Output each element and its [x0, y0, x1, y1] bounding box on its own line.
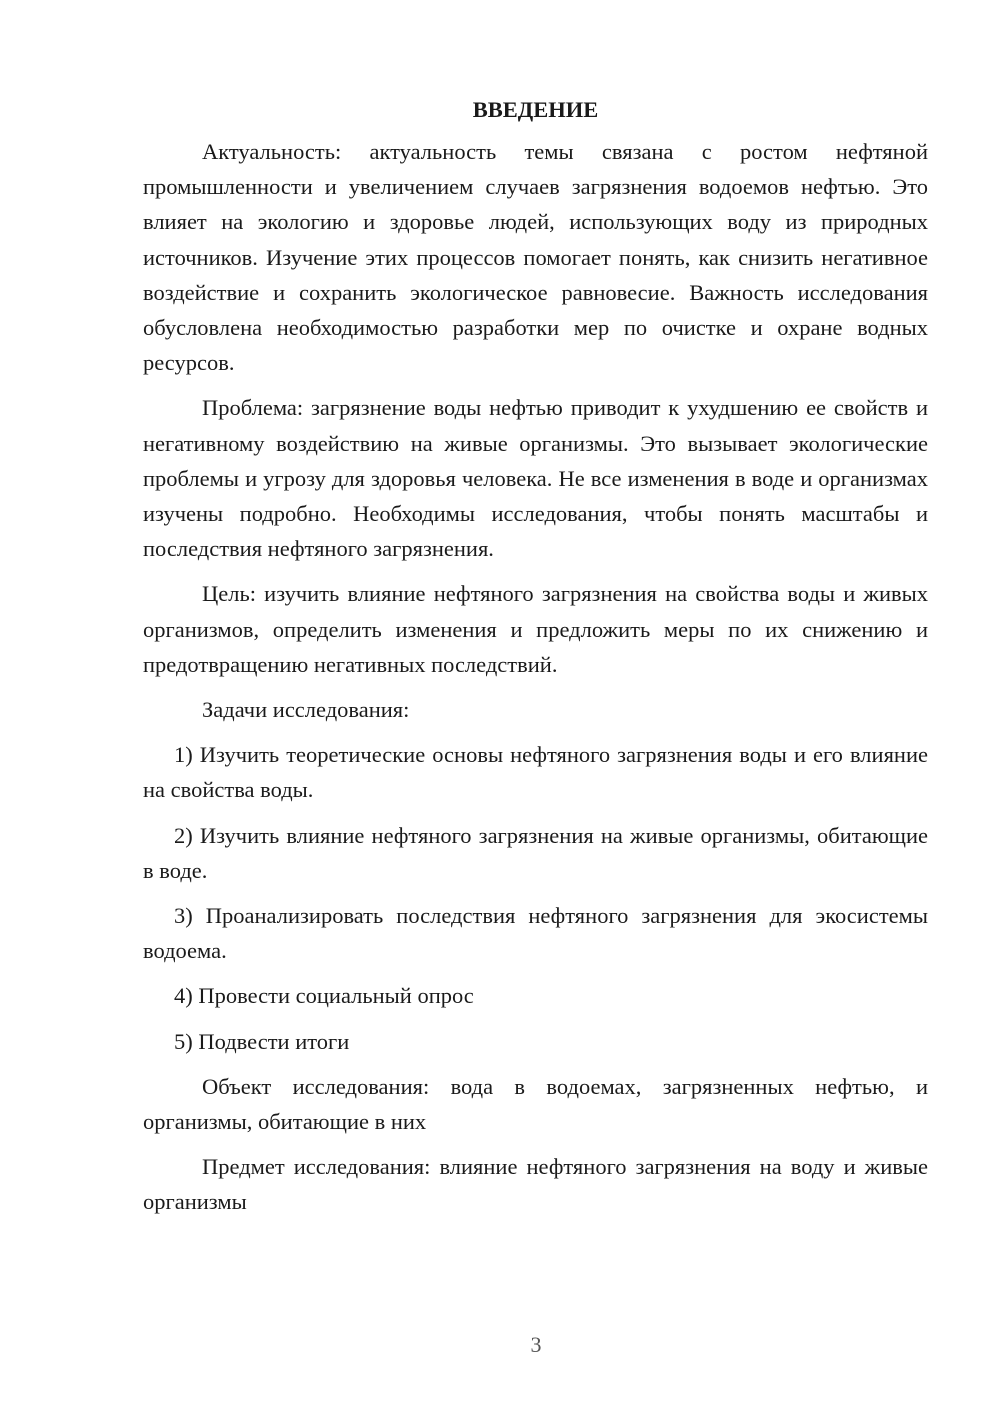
document-title: ВВЕДЕНИЕ: [472, 97, 599, 122]
task-item-5: 5) Подвести итоги: [174, 1028, 350, 1054]
paragraph-subject: Предмет исследования: влияние нефтяного загрязнения на воду и живые организмы: [143, 1154, 928, 1215]
paragraph-problem: Проблема: загрязнение воды нефтью приводит к ухудшению ее свойств и негативному воздействию на живые организмы. Это вызывает экологические проблемы и угрозу для здоровья человека. Не все изменения в воде и организмах изучены подробно. Необходимы исследования, чтобы понять масштабы и последствия нефтяного загрязнения.: [143, 395, 928, 562]
paragraph-object: Объект исследования: вода в водоемах, загрязненных нефтью, и организмы, обитающие в них: [143, 1073, 928, 1135]
paragraph-goal: Цель: изучить влияние нефтяного загрязнения на свойства воды и живых организмов, определить изменения и предложить меры по их снижению и предотвращению негативных последствий.: [143, 581, 928, 677]
task-item-2: 2) Изучить влияние нефтяного загрязнения на живые организмы, обитающие в воде.: [143, 822, 928, 883]
tasks-heading: Задачи исследования:: [202, 697, 410, 723]
page-number: 3: [530, 1332, 542, 1357]
task-item-4: 4) Провести социальный опрос: [174, 983, 474, 1009]
document-page: [143, 92, 928, 1230]
task-item-3: 3) Проанализировать последствия нефтяного загрязнения для экосистемы водоема.: [143, 903, 928, 964]
paragraph-relevance: Актуальность: актуальность темы связана с ростом нефтяной промышленности и увеличением случаев загрязнения водоемов нефтью. Это влияет на экологию и здоровье людей, использующих воду из природных источников. Изучение этих процессов помогает понять, как снизить негативное воздействие и сохранить экологическое равновесие. Важность исследования обусловлена необходимостью разработки мер по очистке и охране водных ресурсов.: [143, 139, 928, 376]
task-item-1: 1) Изучить теоретические основы нефтяного загрязнения воды и его влияние на свойства воды.: [143, 742, 928, 803]
